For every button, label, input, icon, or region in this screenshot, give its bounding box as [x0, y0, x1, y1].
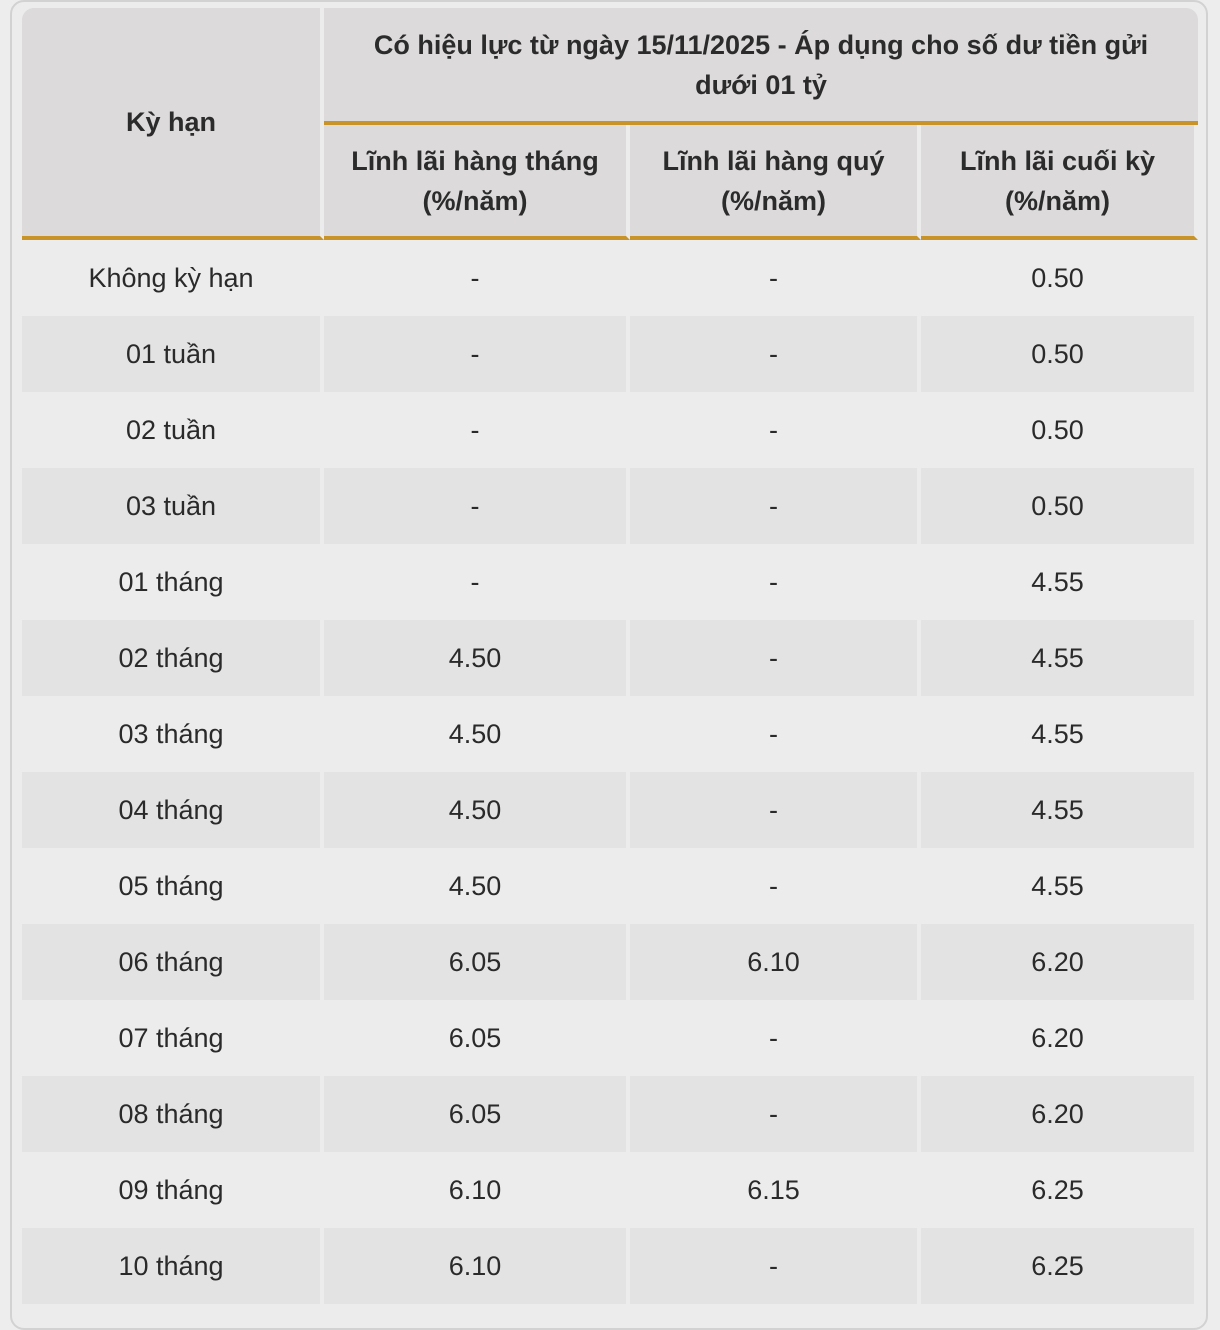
- monthly-rate-cell: -: [324, 544, 630, 620]
- table-header: [22, 8, 1198, 240]
- monthly-rate-cell: 4.50: [324, 696, 630, 772]
- table-row: [22, 544, 1198, 620]
- table-row: [22, 468, 1198, 544]
- quarterly-rate-cell: -: [630, 848, 921, 924]
- term-cell: 03 tháng: [22, 696, 324, 772]
- quarterly-rate-cell: -: [630, 620, 921, 696]
- term-column-header: Kỳ hạn: [22, 8, 324, 240]
- table-row: [22, 924, 1198, 1000]
- end-of-term-rate-cell: 0.50: [921, 316, 1198, 392]
- monthly-rate-cell: 4.50: [324, 772, 630, 848]
- end-of-term-rate-cell: 4.55: [921, 620, 1198, 696]
- monthly-interest-header: Lĩnh lãi hàng tháng (%/năm): [324, 125, 630, 240]
- term-cell: 07 tháng: [22, 1000, 324, 1076]
- end-of-term-rate-cell: 6.20: [921, 924, 1198, 1000]
- quarterly-rate-cell: -: [630, 468, 921, 544]
- quarterly-rate-cell: 6.15: [630, 1152, 921, 1228]
- end-of-term-rate-cell: 6.20: [921, 1000, 1198, 1076]
- end-of-term-rate-cell: 4.55: [921, 544, 1198, 620]
- term-cell: 08 tháng: [22, 1076, 324, 1152]
- term-cell: Không kỳ hạn: [22, 240, 324, 316]
- term-cell: 02 tháng: [22, 620, 324, 696]
- end-of-term-rate-cell: 6.25: [921, 1228, 1198, 1304]
- quarterly-rate-cell: -: [630, 1228, 921, 1304]
- monthly-rate-cell: 6.05: [324, 924, 630, 1000]
- end-of-term-rate-cell: 6.25: [921, 1152, 1198, 1228]
- term-cell: 09 tháng: [22, 1152, 324, 1228]
- end-of-term-rate-cell: 4.55: [921, 696, 1198, 772]
- monthly-rate-cell: -: [324, 468, 630, 544]
- table-row: [22, 1076, 1198, 1152]
- monthly-rate-cell: 6.05: [324, 1000, 630, 1076]
- quarterly-rate-cell: -: [630, 1076, 921, 1152]
- term-cell: 02 tuần: [22, 392, 324, 468]
- end-of-term-rate-cell: 4.55: [921, 772, 1198, 848]
- monthly-rate-cell: 4.50: [324, 620, 630, 696]
- monthly-rate-cell: 6.05: [324, 1076, 630, 1152]
- table-row: [22, 620, 1198, 696]
- term-cell: 04 tháng: [22, 772, 324, 848]
- table-row: [22, 772, 1198, 848]
- effective-date-header: Có hiệu lực từ ngày 15/11/2025 - Áp dụng cho số dư tiền gửi dưới 01 tỷ: [324, 8, 1198, 125]
- term-cell: 06 tháng: [22, 924, 324, 1000]
- table-row: [22, 392, 1198, 468]
- quarterly-rate-cell: -: [630, 240, 921, 316]
- term-cell: 05 tháng: [22, 848, 324, 924]
- quarterly-rate-cell: -: [630, 316, 921, 392]
- quarterly-rate-cell: -: [630, 772, 921, 848]
- monthly-rate-cell: -: [324, 392, 630, 468]
- monthly-rate-cell: 6.10: [324, 1152, 630, 1228]
- table-row: [22, 848, 1198, 924]
- quarterly-interest-header: Lĩnh lãi hàng quý (%/năm): [630, 125, 921, 240]
- quarterly-rate-cell: -: [630, 1000, 921, 1076]
- quarterly-rate-cell: -: [630, 696, 921, 772]
- end-of-term-rate-cell: 0.50: [921, 392, 1198, 468]
- table-row: [22, 1228, 1198, 1304]
- monthly-rate-cell: 4.50: [324, 848, 630, 924]
- table-row: [22, 316, 1198, 392]
- end-of-term-rate-cell: 0.50: [921, 468, 1198, 544]
- table-row: [22, 240, 1198, 316]
- table-row: [22, 1000, 1198, 1076]
- table-body: [22, 240, 1198, 1304]
- term-cell: 01 tuần: [22, 316, 324, 392]
- monthly-rate-cell: -: [324, 240, 630, 316]
- interest-rate-table: [22, 8, 1198, 1304]
- end-of-term-rate-cell: 6.20: [921, 1076, 1198, 1152]
- term-cell: 10 tháng: [22, 1228, 324, 1304]
- end-of-term-interest-header: Lĩnh lãi cuối kỳ (%/năm): [921, 125, 1198, 240]
- end-of-term-rate-cell: 4.55: [921, 848, 1198, 924]
- quarterly-rate-cell: 6.10: [630, 924, 921, 1000]
- monthly-rate-cell: 6.10: [324, 1228, 630, 1304]
- quarterly-rate-cell: -: [630, 392, 921, 468]
- term-cell: 01 tháng: [22, 544, 324, 620]
- monthly-rate-cell: -: [324, 316, 630, 392]
- end-of-term-rate-cell: 0.50: [921, 240, 1198, 316]
- term-cell: 03 tuần: [22, 468, 324, 544]
- table-row: [22, 1152, 1198, 1228]
- quarterly-rate-cell: -: [630, 544, 921, 620]
- table-row: [22, 696, 1198, 772]
